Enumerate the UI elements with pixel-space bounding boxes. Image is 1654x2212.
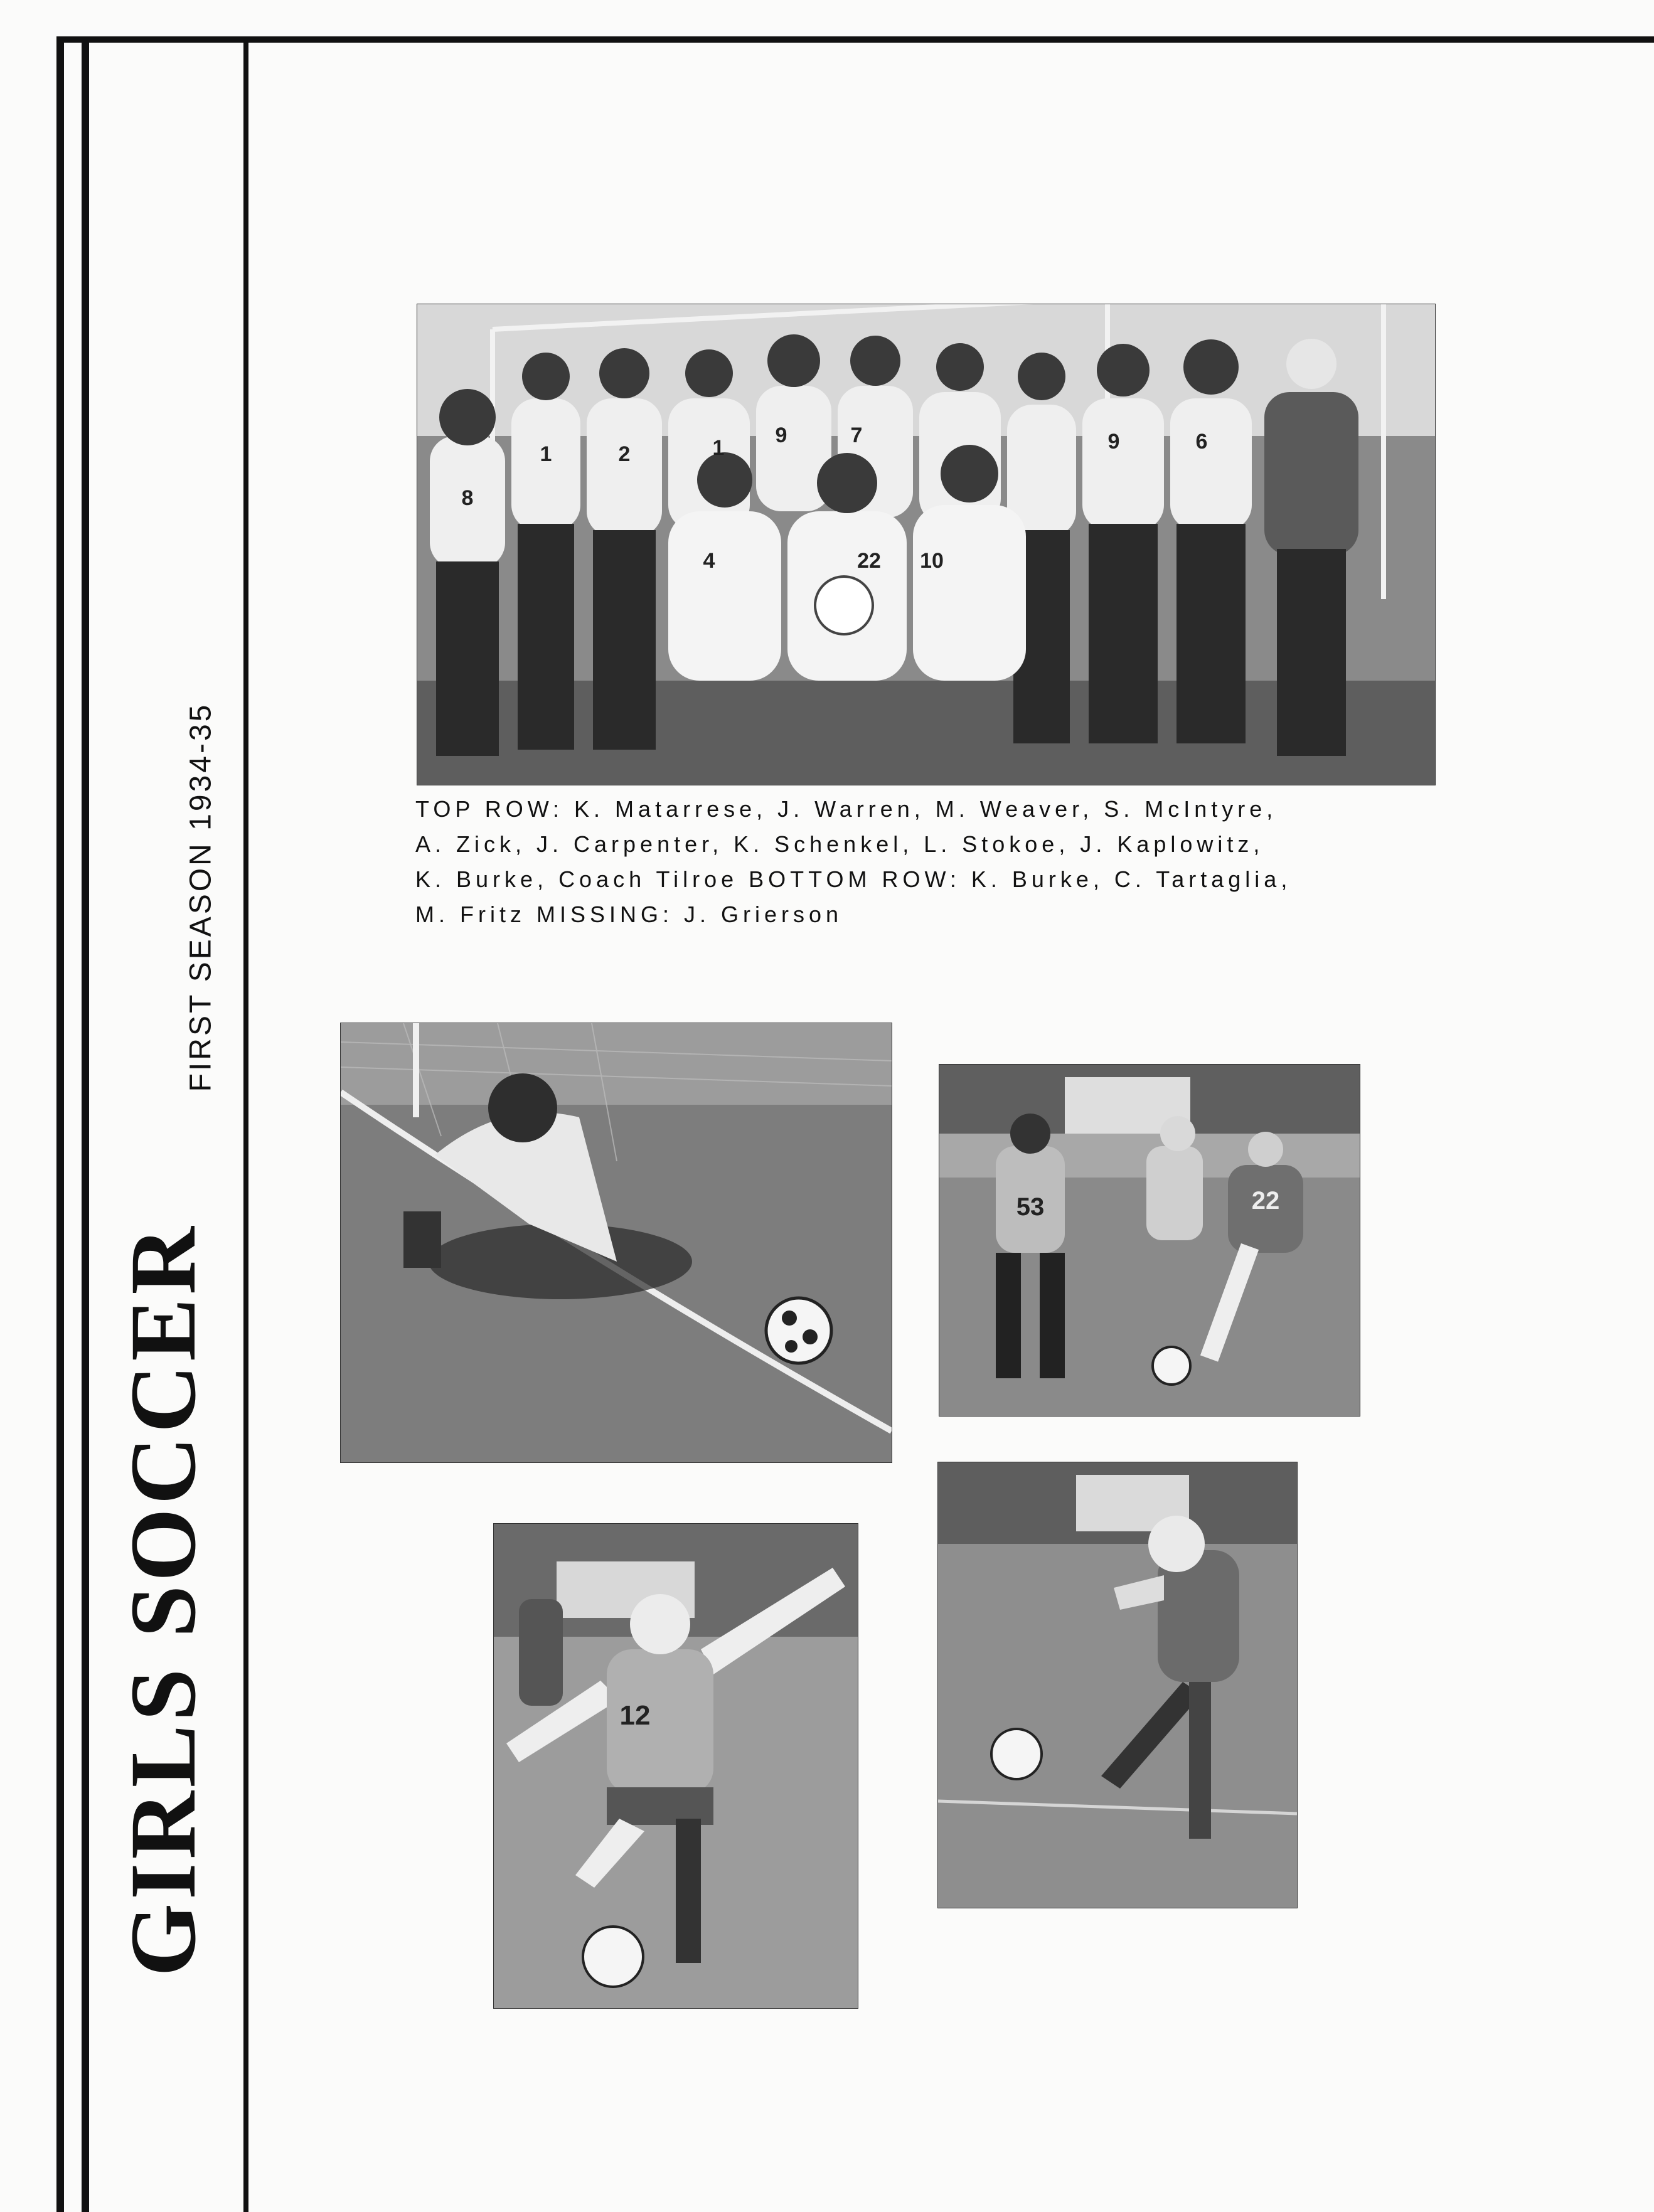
- players-field-image: [939, 1065, 1360, 1416]
- team-photo-caption: [415, 792, 1557, 932]
- section-title: GIRLS SOCCER: [111, 1223, 215, 1977]
- team-jersey-number: 9: [775, 423, 787, 447]
- kicking-player-photo-2: [937, 1462, 1298, 1908]
- team-jersey-number: 8: [461, 486, 474, 510]
- caption-line: M. Fritz MISSING: J. Grierson: [415, 901, 843, 927]
- team-jersey-number: 4: [703, 549, 715, 573]
- team-jersey-number: 1: [712, 436, 725, 460]
- left-border-rule-middle: [82, 41, 89, 2212]
- kicking-player-image-2: [938, 1462, 1297, 1908]
- section-subtitle: FIRST SEASON 1934-35: [184, 702, 218, 1092]
- play-jersey-number: 22: [1251, 1187, 1280, 1215]
- caption-line: K. Burke, Coach Tilroe BOTTOM ROW: K. Burke, C. Tartaglia,: [415, 866, 1292, 892]
- caption-line: A. Zick, J. Carpenter, K. Schenkel, L. Stokoe, J. Kaplowitz,: [415, 831, 1264, 857]
- kick1-jersey-number: 12: [619, 1700, 651, 1731]
- team-jersey-number: 9: [1107, 430, 1120, 454]
- caption-line: TOP ROW: K. Matarrese, J. Warren, M. Weaver, S. McIntyre,: [415, 796, 1278, 822]
- left-border-rule-inner: [243, 41, 248, 2212]
- team-jersey-number: 1: [540, 442, 552, 466]
- goalkeeper-dive-photo: [340, 1023, 892, 1463]
- top-border-rule: [56, 36, 1654, 43]
- team-jersey-number: 7: [850, 423, 863, 447]
- players-field-photo: [939, 1064, 1360, 1417]
- team-photo-image: [417, 304, 1435, 785]
- play-jersey-number: 53: [1016, 1193, 1045, 1221]
- left-border-rule-outer: [56, 36, 64, 2212]
- kicking-player-photo-1: [493, 1523, 858, 2009]
- team-jersey-number: 22: [857, 549, 881, 573]
- team-jersey-number: 6: [1195, 430, 1208, 454]
- team-jersey-number: 2: [618, 442, 631, 466]
- team-jersey-number: 10: [920, 549, 944, 573]
- goalkeeper-dive-image: [341, 1023, 892, 1462]
- team-photo: [417, 304, 1436, 785]
- kicking-player-image-1: [494, 1524, 858, 2008]
